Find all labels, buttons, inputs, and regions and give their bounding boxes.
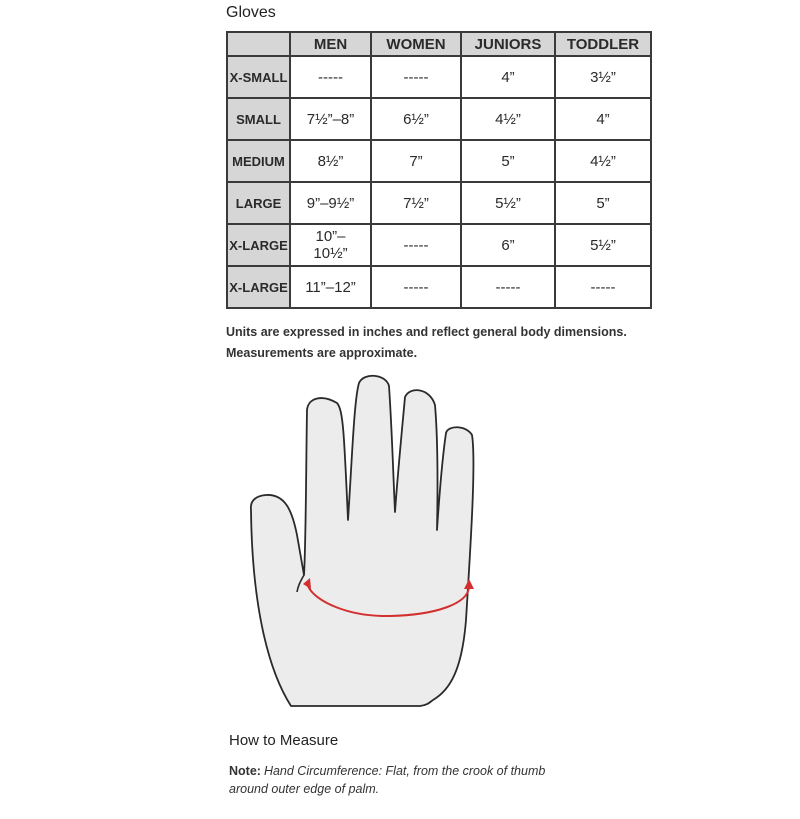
table-cell: 5” [555, 182, 651, 224]
hand-measure-illustration [240, 370, 490, 715]
table-cell: 7” [371, 140, 461, 182]
row-size-label: MEDIUM [227, 140, 290, 182]
table-cell: 8½” [290, 140, 371, 182]
table-cell [290, 224, 371, 266]
table-cell: ----- [371, 224, 461, 266]
row-size-label: X-LARGE [227, 266, 290, 308]
table-cell: 4” [555, 98, 651, 140]
table-cell: 9”–9½” [290, 182, 371, 224]
table-cell: ----- [461, 266, 555, 308]
table-cell: 4” [461, 56, 555, 98]
row-size-label: SMALL [227, 98, 290, 140]
table-row [227, 182, 651, 224]
table-cell: 5” [461, 140, 555, 182]
table-cell: 3½” [555, 56, 651, 98]
table-cell: 6” [461, 224, 555, 266]
note-text: Hand Circumference: Flat, from the crook of thumb around outer edge of palm. [229, 764, 546, 796]
table-cell: ----- [371, 56, 461, 98]
table-cell: ----- [555, 266, 651, 308]
table-cell: ----- [290, 56, 371, 98]
table-corner-cell [227, 32, 290, 56]
measure-note [229, 762, 569, 798]
note-label: Note: [229, 764, 261, 778]
table-header-row [227, 32, 651, 56]
table-row [227, 266, 651, 308]
hand-outline [251, 376, 474, 706]
row-size-label: X-SMALL [227, 56, 290, 98]
row-size-label: LARGE [227, 182, 290, 224]
table-cell: 7½”–8” [290, 98, 371, 140]
footnote-line-2: Measurements are approximate. [226, 346, 418, 360]
units-footnote [226, 322, 627, 364]
table-row [227, 224, 651, 266]
table-cell: ----- [371, 266, 461, 308]
row-size-label: X-LARGE [227, 224, 290, 266]
hand-outline-icon [240, 370, 490, 715]
footnote-line-1: Units are expressed in inches and reflect general body dimensions. [226, 325, 627, 339]
column-header-men: MEN [290, 32, 371, 56]
column-header-women: WOMEN [371, 32, 461, 56]
how-to-measure-heading: How to Measure [229, 732, 339, 749]
table-cell: 4½” [461, 98, 555, 140]
table-cell: 11”–12” [290, 266, 371, 308]
table-cell: 6½” [371, 98, 461, 140]
table-row [227, 140, 651, 182]
table-cell-text: 10”– 10½” [313, 228, 348, 262]
table-row [227, 98, 651, 140]
table-row [227, 56, 651, 98]
table-cell: 5½” [461, 182, 555, 224]
table-cell: 5½” [555, 224, 651, 266]
glove-size-table [226, 31, 652, 309]
column-header-juniors: JUNIORS [461, 32, 555, 56]
column-header-toddler: TODDLER [555, 32, 651, 56]
table-cell: 7½” [371, 182, 461, 224]
table-cell: 4½” [555, 140, 651, 182]
page-title: Gloves [226, 4, 276, 21]
